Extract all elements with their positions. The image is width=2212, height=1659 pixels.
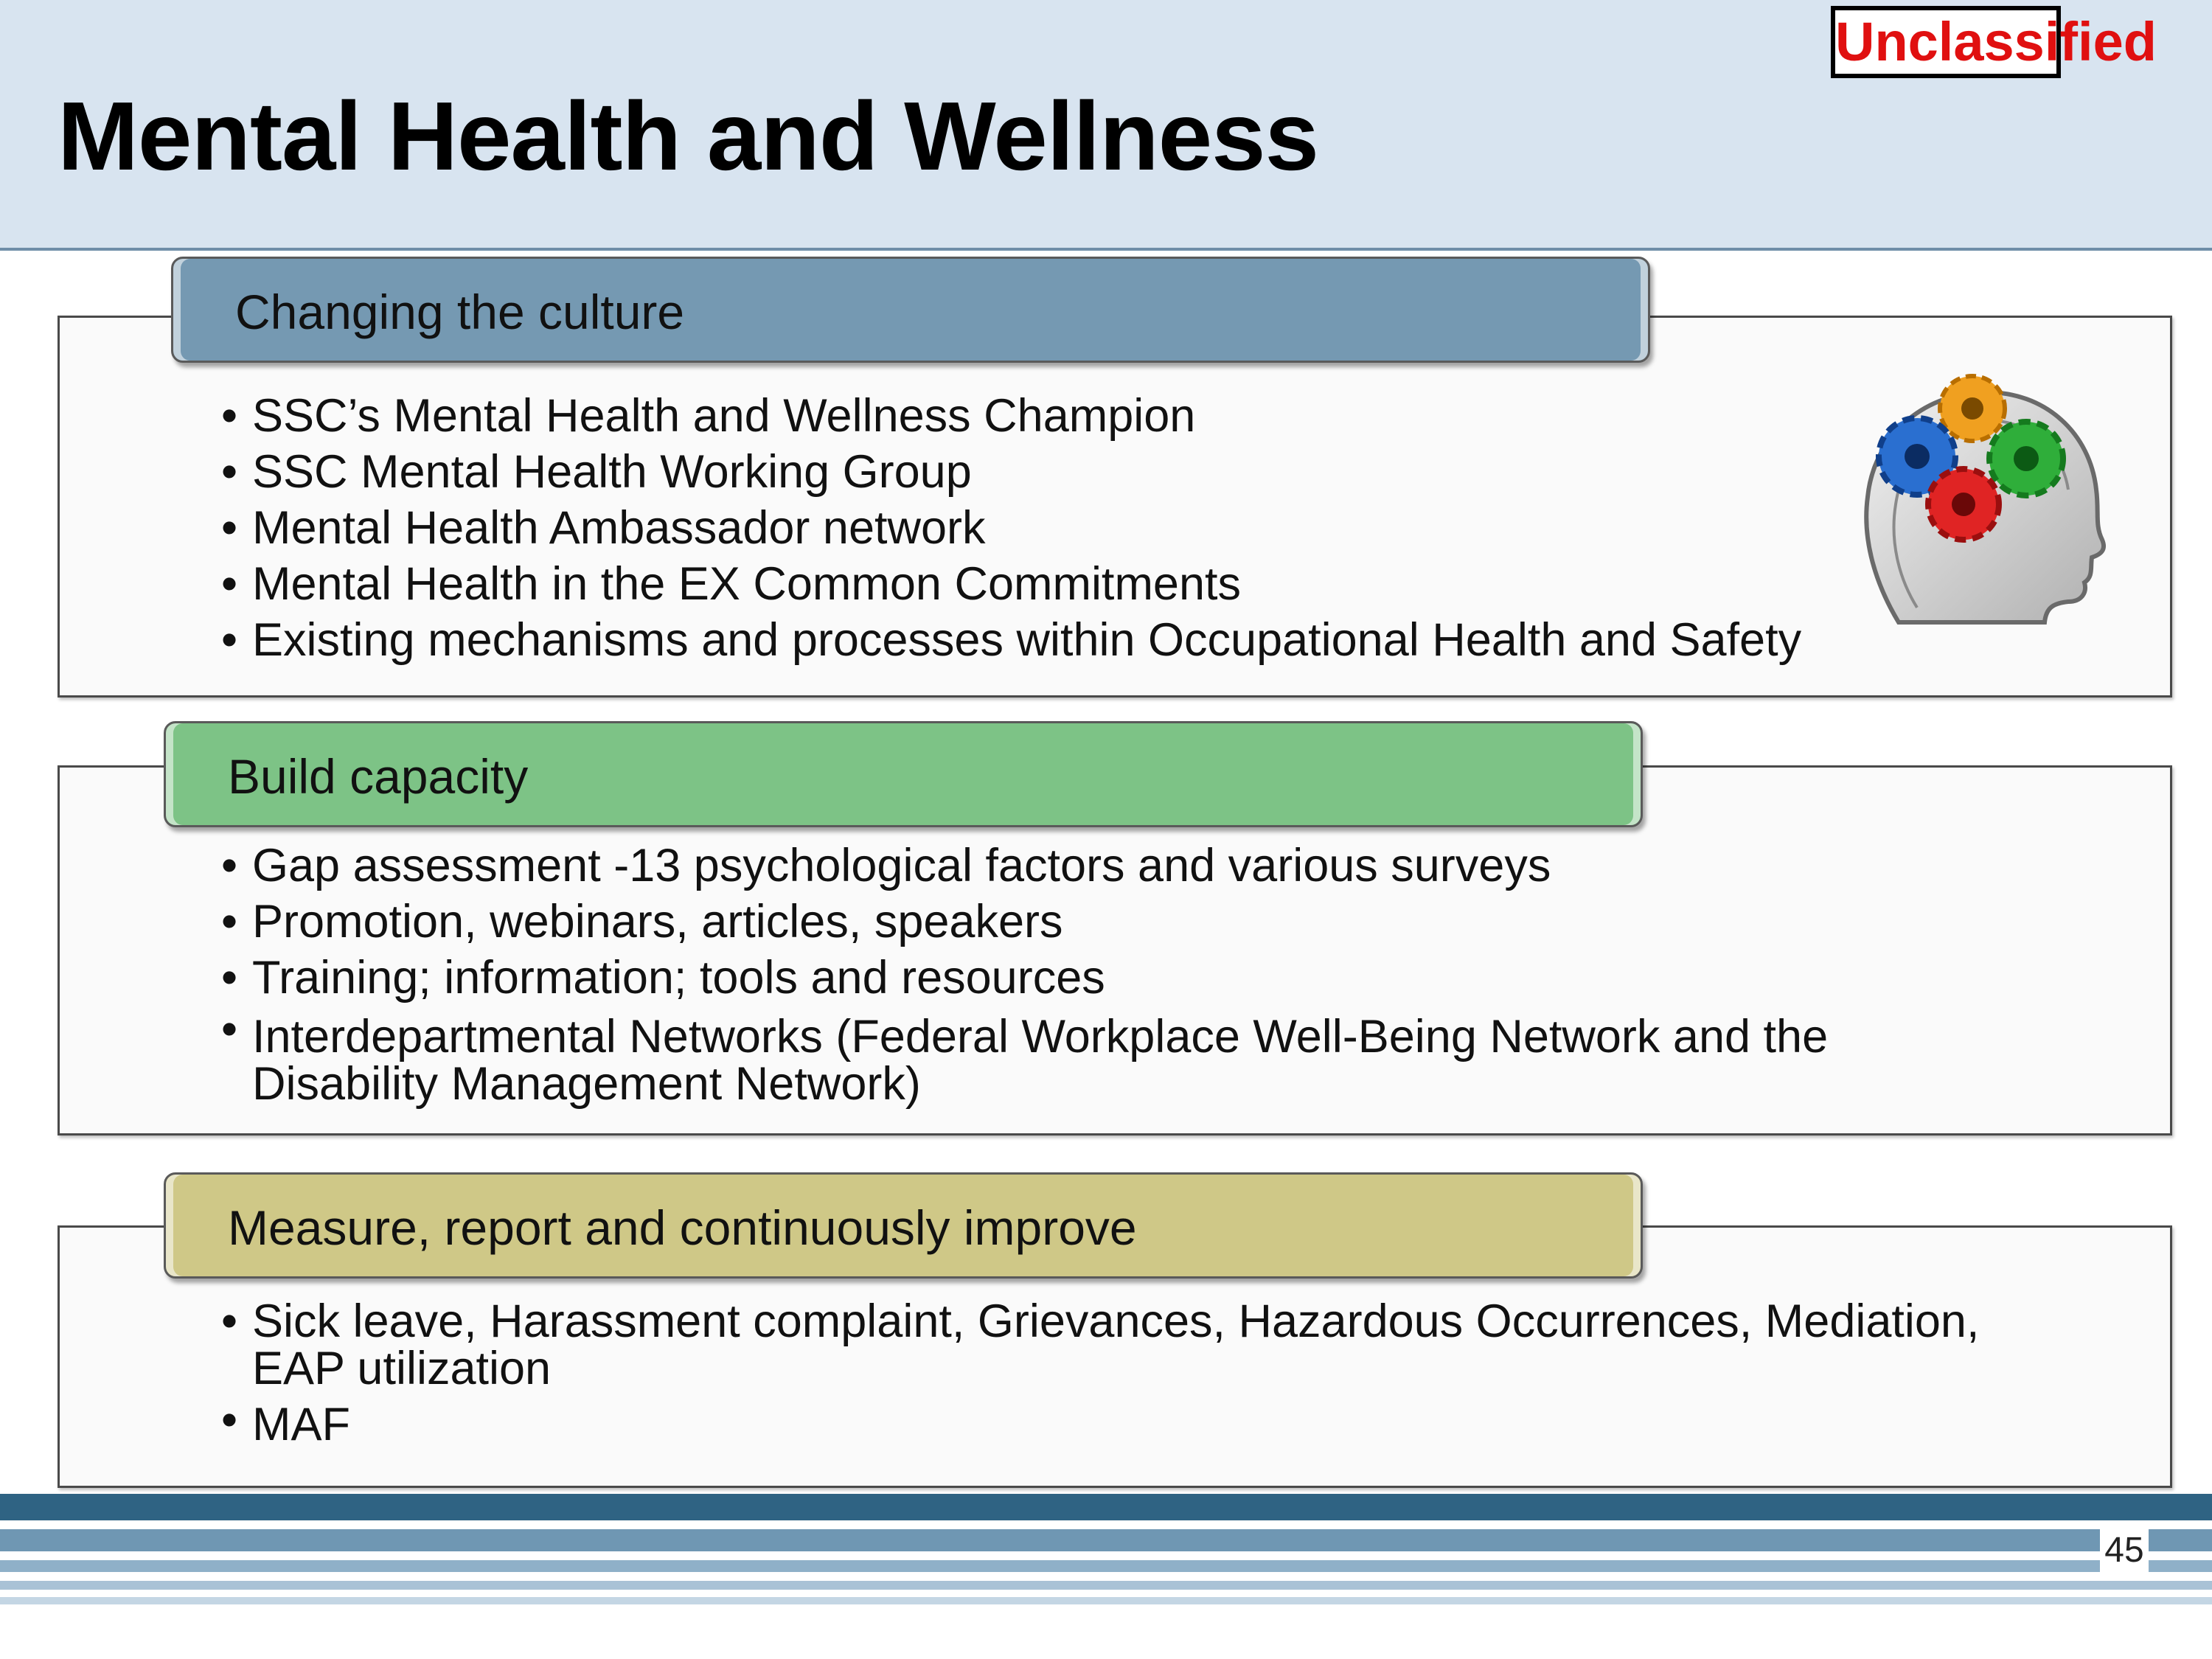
bullet-list-capacity [221,838,1858,1110]
page-number: 45 [2100,1526,2149,1575]
list-item: • Gap assessment -13 psychological factors and various surveys [221,838,1858,894]
footer-band [0,1560,2212,1572]
gear-icon [1989,422,2063,495]
list-item: • SSC Mental Health Working Group [221,444,1801,500]
footer-band [0,1597,2212,1604]
list-item: • Mental Health Ambassador network [221,500,1801,556]
list-item: • Mental Health in the EX Common Commitments [221,556,1801,612]
section-heading-label: Measure, report and continuously improve [228,1200,1137,1255]
slide-title: Mental Health and Wellness [58,82,1318,190]
section-heading-label: Changing the culture [235,285,685,339]
gear-icon [1928,469,1999,540]
bullet-list-culture [221,388,1801,668]
section-heading-measure [164,1172,1643,1279]
list-item: • Training; information; tools and resources [221,950,1858,1006]
footer-band [0,1494,2212,1520]
list-item: • MAF [221,1392,2020,1453]
head-gears-icon [1847,364,2116,652]
gear-icon [1940,376,2005,441]
footer-band [0,1529,2212,1551]
list-item: • Interdepartmental Networks (Federal Workplace Well-Being Network and the Disability Management Network) [221,1006,1858,1107]
bullet-list-measure [221,1295,2020,1453]
section-heading-capacity [164,721,1643,827]
section-heading-label: Build capacity [228,749,529,804]
footer-band [0,1581,2212,1590]
list-item: • Sick leave, Harassment complaint, Grievances, Hazardous Occurrences, Mediation, EAP utilization [221,1298,2020,1392]
list-item: • Promotion, webinars, articles, speakers [221,894,1858,950]
section-heading-culture [171,257,1650,363]
classification-badge: Unclassified [1831,6,2061,78]
list-item: • SSC’s Mental Health and Wellness Champion [221,388,1801,444]
list-item: • Existing mechanisms and processes within Occupational Health and Safety [221,612,1801,668]
